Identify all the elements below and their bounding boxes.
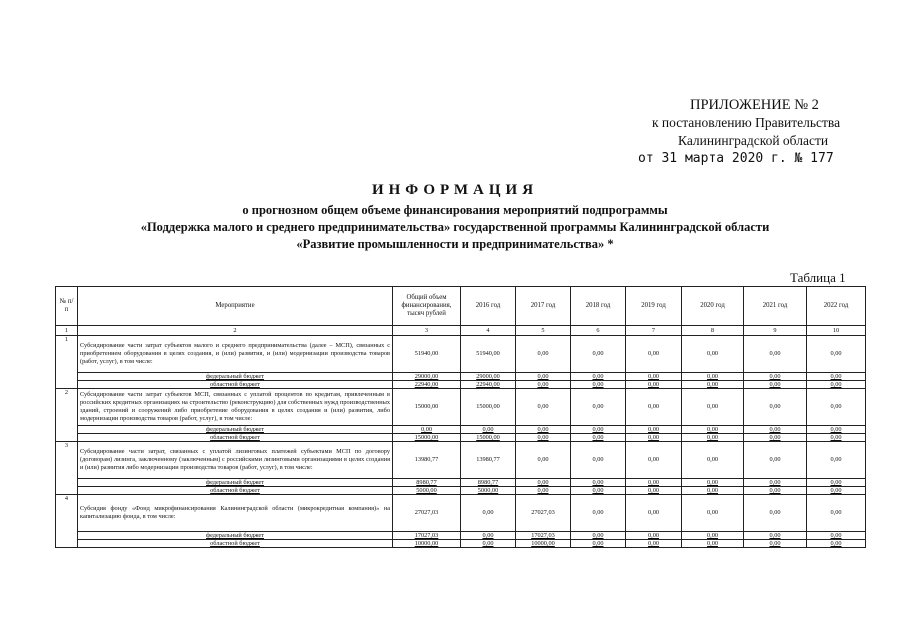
- amount-cell: 15000,00: [461, 434, 516, 442]
- amount-cell: 0,00: [682, 540, 744, 548]
- amount-cell: 0,00: [626, 389, 682, 426]
- amount-cell: 0,00: [516, 426, 571, 434]
- amount-cell: 29000,00: [461, 373, 516, 381]
- amount-cell: 13980,77: [461, 442, 516, 479]
- amount-cell: 0,00: [626, 381, 682, 389]
- amount-cell: 10000,00: [393, 540, 461, 548]
- subtitle-line-3: «Развитие промышленности и предпринимательства» *: [296, 237, 614, 251]
- amount-cell: 0,00: [807, 373, 866, 381]
- column-number: 7: [626, 326, 682, 336]
- amount-cell: 0,00: [461, 532, 516, 540]
- amount-cell: 0,00: [744, 381, 807, 389]
- amount-cell: 8980,77: [393, 479, 461, 487]
- amount-cell: 0,00: [626, 532, 682, 540]
- amount-cell: 27027,03: [516, 495, 571, 532]
- budget-subrow: [56, 532, 866, 540]
- header-cell: Общий объем финансирования, тысяч рублей: [393, 287, 461, 326]
- row-number: 1: [56, 336, 78, 389]
- amount-cell: 0,00: [516, 381, 571, 389]
- column-number: 9: [744, 326, 807, 336]
- column-number: 2: [78, 326, 393, 336]
- budget-subrow: [56, 434, 866, 442]
- table-label: Таблица 1: [790, 270, 846, 285]
- amount-cell: 10000,00: [516, 540, 571, 548]
- amount-cell: 0,00: [571, 426, 626, 434]
- amount-cell: 17027,03: [516, 532, 571, 540]
- amount-cell: 0,00: [626, 336, 682, 373]
- column-number-row: [56, 326, 866, 336]
- appendix-block: [600, 96, 870, 168]
- amount-cell: 51940,00: [461, 336, 516, 373]
- amount-cell: 0,00: [682, 336, 744, 373]
- amount-cell: 0,00: [571, 434, 626, 442]
- amount-cell: 0,00: [682, 373, 744, 381]
- activity-description: Субсидирование части затрат субъектов малого и среднего предпринимательства (далее – МСП), связанных с приобретением оборудования в целях создания, и (или) развития, и (или) модернизации производства товаров (работ, услуг), в том числе:: [78, 336, 393, 373]
- table-row: [56, 336, 866, 373]
- amount-cell: 0,00: [744, 442, 807, 479]
- financing-table: [55, 286, 866, 548]
- header-cell: Мероприятие: [78, 287, 393, 326]
- subtitle-line-2: «Поддержка малого и среднего предпринимательства» государственной программы Калининградской области: [140, 220, 770, 234]
- budget-source-label: федеральный бюджет: [78, 479, 393, 487]
- amount-cell: 27027,03: [393, 495, 461, 532]
- amount-cell: 8980,77: [461, 479, 516, 487]
- header-cell: 2020 год: [682, 287, 744, 326]
- header-cell: 2018 год: [571, 287, 626, 326]
- amount-cell: 0,00: [626, 434, 682, 442]
- amount-cell: 0,00: [682, 495, 744, 532]
- table-row: [56, 389, 866, 426]
- amount-cell: 0,00: [682, 389, 744, 426]
- document-title: ИНФОРМАЦИЯ: [371, 182, 539, 198]
- amount-cell: 0,00: [744, 532, 807, 540]
- appendix-region: Калининградской области: [678, 133, 829, 148]
- amount-cell: 0,00: [571, 381, 626, 389]
- budget-source-label: областной бюджет: [78, 487, 393, 495]
- amount-cell: 0,00: [682, 381, 744, 389]
- row-number: 4: [56, 495, 78, 548]
- amount-cell: 0,00: [571, 540, 626, 548]
- amount-cell: 22940,00: [393, 381, 461, 389]
- amount-cell: 0,00: [516, 487, 571, 495]
- amount-cell: 0,00: [626, 373, 682, 381]
- amount-cell: 0,00: [744, 479, 807, 487]
- budget-source-label: областной бюджет: [78, 381, 393, 389]
- activity-description: Субсидирование части затрат, связанных с уплатой лизинговых платежей субъектами МСП по договору (договорам) лизинга, заключенному (заключенным) с российскими лизинговыми организациями в целях создания и (или) развития либо модернизации производства товаров (работ, услуг), в том числе:: [78, 442, 393, 479]
- budget-subrow: [56, 540, 866, 548]
- amount-cell: 0,00: [626, 487, 682, 495]
- budget-subrow: [56, 479, 866, 487]
- amount-cell: 0,00: [626, 479, 682, 487]
- budget-source-label: федеральный бюджет: [78, 532, 393, 540]
- amount-cell: 0,00: [461, 495, 516, 532]
- amount-cell: 0,00: [744, 336, 807, 373]
- amount-cell: 0,00: [807, 389, 866, 426]
- amount-cell: 29000,00: [393, 373, 461, 381]
- amount-cell: 0,00: [682, 532, 744, 540]
- amount-cell: 0,00: [807, 487, 866, 495]
- amount-cell: 0,00: [807, 540, 866, 548]
- amount-cell: 0,00: [571, 389, 626, 426]
- budget-subrow: [56, 381, 866, 389]
- amount-cell: 0,00: [571, 532, 626, 540]
- table-row: [56, 442, 866, 479]
- header-cell: 2021 год: [744, 287, 807, 326]
- table-header-row: [56, 287, 866, 326]
- amount-cell: 0,00: [682, 426, 744, 434]
- budget-source-label: федеральный бюджет: [78, 426, 393, 434]
- amount-cell: 0,00: [571, 336, 626, 373]
- activity-description: Субсидирование части затрат субъектов МСП, связанных с уплатой процентов по кредитам, привлеченным в российских кредитных организациях на строительство (реконструкцию) для собственных нужд производственных зданий, строений и сооружений либо приобретение оборудования в целях создания и (или) развития, либо модернизации производства товаров (работ, услуг), в том числе:: [78, 389, 393, 426]
- amount-cell: 0,00: [571, 373, 626, 381]
- amount-cell: 0,00: [571, 487, 626, 495]
- header-cell: 2016 год: [461, 287, 516, 326]
- budget-source-label: областной бюджет: [78, 540, 393, 548]
- amount-cell: 0,00: [682, 442, 744, 479]
- amount-cell: 0,00: [571, 479, 626, 487]
- amount-cell: 0,00: [626, 495, 682, 532]
- appendix-resolution: к постановлению Правительства: [652, 115, 841, 130]
- appendix-date: от 31 марта 2020 г. № 177: [638, 151, 834, 166]
- amount-cell: 0,00: [626, 442, 682, 479]
- amount-cell: 0,00: [807, 495, 866, 532]
- amount-cell: 15000,00: [393, 389, 461, 426]
- column-number: 8: [682, 326, 744, 336]
- amount-cell: 0,00: [626, 426, 682, 434]
- amount-cell: 0,00: [807, 442, 866, 479]
- table-row: [56, 495, 866, 532]
- amount-cell: 0,00: [516, 373, 571, 381]
- amount-cell: 0,00: [571, 442, 626, 479]
- amount-cell: 0,00: [744, 389, 807, 426]
- amount-cell: 22940,00: [461, 381, 516, 389]
- amount-cell: 0,00: [807, 381, 866, 389]
- column-number: 6: [571, 326, 626, 336]
- activity-description: Субсидия фонду «Фонд микрофинансирования Калининградской области (микрокредитная компания)» на капитализацию фонда, в том числе:: [78, 495, 393, 532]
- column-number: 3: [393, 326, 461, 336]
- row-number: 3: [56, 442, 78, 495]
- amount-cell: 0,00: [807, 532, 866, 540]
- amount-cell: 0,00: [807, 479, 866, 487]
- amount-cell: 0,00: [807, 426, 866, 434]
- header-cell: 2019 год: [626, 287, 682, 326]
- amount-cell: 0,00: [744, 495, 807, 532]
- header-cell: 2017 год: [516, 287, 571, 326]
- budget-subrow: [56, 426, 866, 434]
- document-subtitle: [40, 202, 870, 253]
- amount-cell: 0,00: [516, 479, 571, 487]
- amount-cell: 0,00: [744, 426, 807, 434]
- header-cell: № п/п: [56, 287, 78, 326]
- row-number: 2: [56, 389, 78, 442]
- amount-cell: 0,00: [516, 442, 571, 479]
- amount-cell: 5000,00: [461, 487, 516, 495]
- amount-cell: 0,00: [682, 434, 744, 442]
- amount-cell: 0,00: [744, 487, 807, 495]
- budget-source-label: федеральный бюджет: [78, 373, 393, 381]
- budget-subrow: [56, 487, 866, 495]
- amount-cell: 0,00: [626, 540, 682, 548]
- amount-cell: 0,00: [744, 373, 807, 381]
- amount-cell: 51940,00: [393, 336, 461, 373]
- subtitle-line-1: о прогнозном общем объеме финансирования мероприятий подпрограммы: [242, 203, 668, 217]
- amount-cell: 0,00: [744, 540, 807, 548]
- amount-cell: 15000,00: [393, 434, 461, 442]
- amount-cell: 0,00: [516, 389, 571, 426]
- column-number: 1: [56, 326, 78, 336]
- amount-cell: 0,00: [516, 336, 571, 373]
- column-number: 4: [461, 326, 516, 336]
- amount-cell: 0,00: [682, 479, 744, 487]
- column-number: 5: [516, 326, 571, 336]
- amount-cell: 0,00: [682, 487, 744, 495]
- amount-cell: 0,00: [393, 426, 461, 434]
- budget-subrow: [56, 373, 866, 381]
- appendix-title: ПРИЛОЖЕНИЕ № 2: [690, 97, 819, 113]
- amount-cell: 0,00: [807, 434, 866, 442]
- amount-cell: 17027,03: [393, 532, 461, 540]
- budget-source-label: областной бюджет: [78, 434, 393, 442]
- amount-cell: 15000,00: [461, 389, 516, 426]
- amount-cell: 0,00: [461, 540, 516, 548]
- amount-cell: 0,00: [461, 426, 516, 434]
- column-number: 10: [807, 326, 866, 336]
- amount-cell: 0,00: [807, 336, 866, 373]
- amount-cell: 0,00: [744, 434, 807, 442]
- header-cell: 2022 год: [807, 287, 866, 326]
- amount-cell: 13980,77: [393, 442, 461, 479]
- amount-cell: 0,00: [571, 495, 626, 532]
- amount-cell: 0,00: [516, 434, 571, 442]
- amount-cell: 5000,00: [393, 487, 461, 495]
